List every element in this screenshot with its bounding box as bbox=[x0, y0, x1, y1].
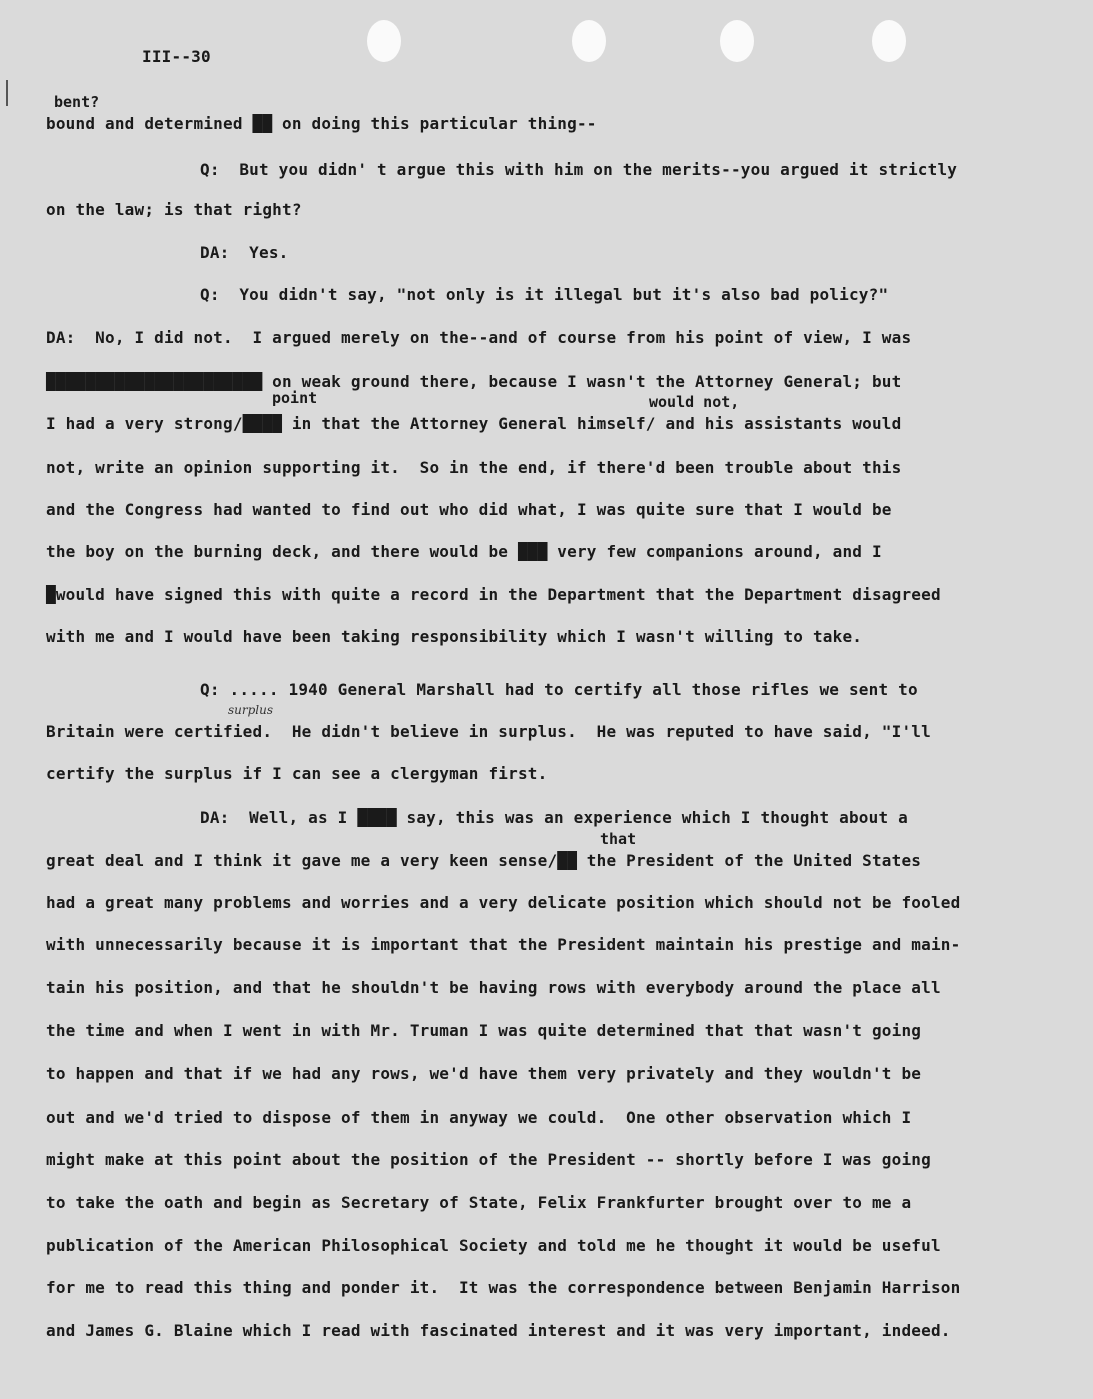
transcript-line: had a great many problems and worries and a very delicate position which should not be fooled bbox=[46, 893, 961, 912]
transcript-line: Q: You didn't say, "not only is it illegal but it's also bad policy?" bbox=[200, 285, 889, 304]
transcript-line: the time and when I went in with Mr. Truman I was quite determined that that wasn't going bbox=[46, 1021, 922, 1040]
page-number: III--30 bbox=[142, 47, 211, 66]
transcript-line: the boy on the burning deck, and there would be ███ very few companions around, and I bbox=[46, 542, 882, 561]
margin-mark bbox=[6, 80, 8, 106]
interlinear-point: point bbox=[272, 389, 318, 407]
transcript-line: I had a very strong/████ in that the Attorney General himself/ and his assistants would bbox=[46, 414, 902, 433]
transcript-line: for me to read this thing and ponder it. It was the correspondence between Benjamin Harrison bbox=[46, 1278, 961, 1297]
transcript-line: might make at this point about the position of the President -- shortly before I was going bbox=[46, 1150, 931, 1169]
transcript-line: publication of the American Philosophical Society and told me he thought it would be useful bbox=[46, 1236, 941, 1255]
transcript-line: ██████████████████████ on weak ground there, because I wasn't the Attorney General; but bbox=[46, 372, 902, 391]
transcript-line: Q: But you didn' t argue this with him on the merits--you argued it strictly bbox=[200, 160, 958, 179]
transcript-line: great deal and I think it gave me a very keen sense/██ the President of the United States bbox=[46, 851, 922, 870]
punch-hole bbox=[572, 20, 606, 62]
transcript-line: on the law; is that right? bbox=[46, 200, 302, 219]
transcript-line: Britain were certified. He didn't believe in surplus. He was reputed to have said, "I'll bbox=[46, 722, 931, 741]
punch-hole bbox=[367, 20, 401, 62]
transcript-line: bound and determined ██ on doing this particular thing-- bbox=[46, 114, 597, 133]
transcript-line: tain his position, and that he shouldn't be having rows with everybody around the place all bbox=[46, 978, 941, 997]
transcript-line: with unnecessarily because it is important that the President maintain his prestige and main- bbox=[46, 935, 961, 954]
transcript-line: DA: No, I did not. I argued merely on the--and of course from his point of view, I was bbox=[46, 328, 912, 347]
interlinear-bent: bent? bbox=[54, 93, 100, 111]
transcript-line: with me and I would have been taking responsibility which I wasn't willing to take. bbox=[46, 627, 863, 646]
transcript-line: and the Congress had wanted to find out who did what, I was quite sure that I would be bbox=[46, 500, 892, 519]
transcript-line: not, write an opinion supporting it. So in the end, if there'd been trouble about this bbox=[46, 458, 902, 477]
interlinear-that: that bbox=[600, 830, 637, 848]
transcript-line: DA: Well, as I ████ say, this was an experience which I thought about a bbox=[200, 808, 908, 827]
transcript-line: and James G. Blaine which I read with fascinated interest and it was very important, indeed. bbox=[46, 1321, 951, 1340]
interlinear-would-not: would not, bbox=[649, 393, 740, 411]
transcript-line: DA: Yes. bbox=[200, 243, 289, 262]
transcript-line: to happen and that if we had any rows, we'd have them very privately and they wouldn't be bbox=[46, 1064, 922, 1083]
handwritten-surplus: surplus bbox=[228, 703, 274, 717]
transcript-line: to take the oath and begin as Secretary of State, Felix Frankfurter brought over to me a bbox=[46, 1193, 912, 1212]
punch-hole bbox=[872, 20, 906, 62]
transcript-line: █would have signed this with quite a record in the Department that the Department disagreed bbox=[46, 585, 941, 604]
transcript-line: Q: ..... 1940 General Marshall had to certify all those rifles we sent to bbox=[200, 680, 918, 699]
punch-hole bbox=[720, 20, 754, 62]
transcript-line: certify the surplus if I can see a clergyman first. bbox=[46, 764, 548, 783]
transcript-line: out and we'd tried to dispose of them in anyway we could. One other observation which I bbox=[46, 1108, 912, 1127]
